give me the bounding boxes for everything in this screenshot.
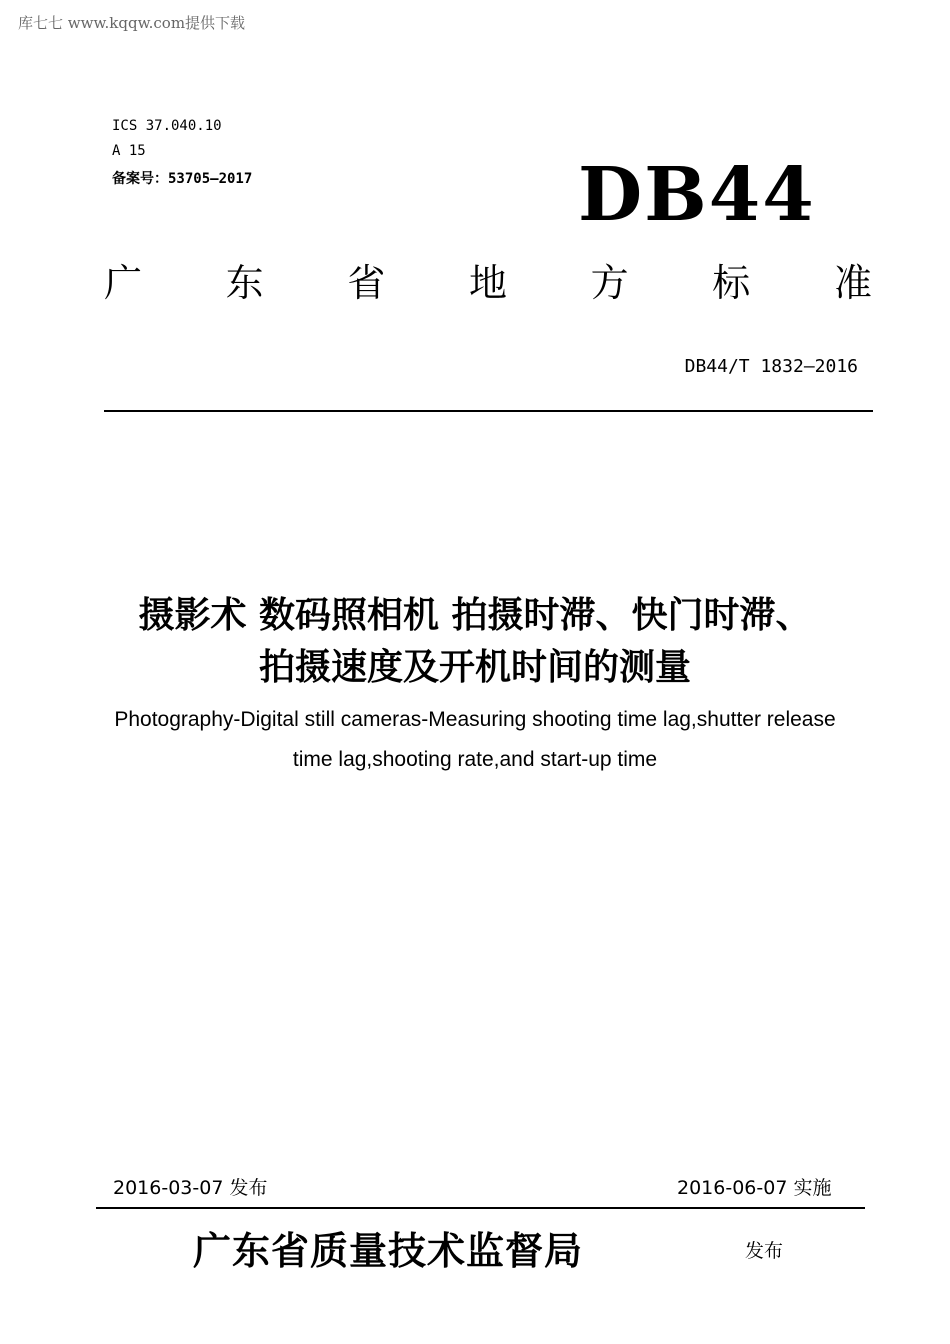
top-divider	[104, 410, 873, 412]
standard-type-char: 标	[712, 261, 751, 305]
standard-type-heading	[104, 261, 872, 305]
standard-type-char: 广	[104, 261, 143, 305]
db44-logo: DB44	[578, 152, 816, 238]
publish-date: 2016-03-07 发布	[113, 1177, 268, 1199]
title-en-line2: time lag,shooting rate,and start-up time	[292, 748, 658, 771]
standard-type-char: 东	[225, 261, 264, 305]
title-en-line1: Photography-Digital still cameras-Measuring shooting time lag,shutter release	[114, 708, 836, 731]
issuing-authority: 广东省质量技术监督局	[193, 1228, 584, 1273]
standard-type-char: 地	[468, 261, 507, 305]
title-cn-line2: 拍摄速度及开机时间的测量	[258, 647, 691, 688]
standard-type-char: 省	[347, 261, 386, 305]
standard-number: DB44/T 1832—2016	[684, 356, 858, 377]
ics-code: ICS 37.040.10	[112, 118, 222, 134]
issue-label: 发布	[745, 1240, 784, 1262]
standard-type-char: 准	[833, 261, 872, 305]
category-code: A 15	[112, 143, 146, 159]
implement-date: 2016-06-07 实施	[677, 1177, 832, 1199]
title-cn-line1: 摄影术 数码照相机 拍摄时滞、快门时滞、	[138, 595, 812, 636]
standard-type-char: 方	[590, 261, 629, 305]
watermark: 库七七 www.kqqw.com提供下载	[18, 14, 246, 32]
bottom-divider	[96, 1207, 865, 1209]
record-number: 备案号：53705—2017	[112, 171, 253, 187]
